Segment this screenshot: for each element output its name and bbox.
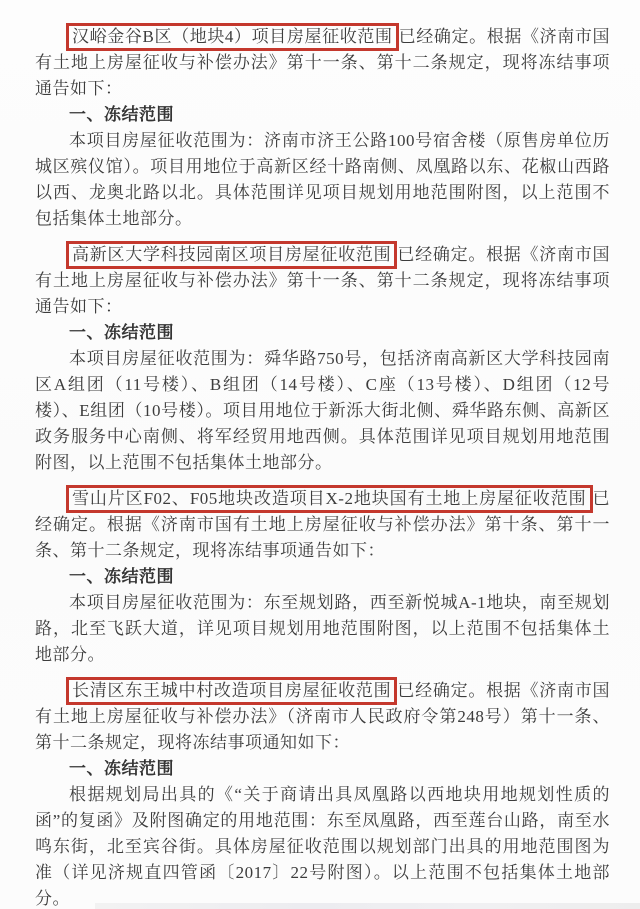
notice-section-hi-tech-university-park	[35, 242, 610, 476]
freeze-scope-heading: 一、冻结范围	[69, 567, 174, 586]
highlighted-expropriation-scope: 汉峪金谷B区（地块4）项目房屋征收范围	[66, 23, 399, 51]
highlighted-expropriation-scope: 长清区东王城中村改造项目房屋征收范围	[66, 677, 397, 705]
notice-section-hanyu-jingu	[35, 24, 610, 232]
section-intro	[35, 24, 610, 102]
notice-section-xueshan-area	[35, 486, 610, 668]
intro-text: 已经确定。根据《济南市国有土地上房屋征收与补偿办法》（济南市人民政府令第248号）第十一条、第十二条规定，现将冻结事项通知如下：	[35, 681, 611, 752]
freeze-scope-heading: 一、冻结范围	[69, 323, 174, 342]
intro-text: 已经确定。根据《济南市国有土地上房屋征收与补偿办法》第十一条、第十二条规定，现将冻结事项通告如下：	[35, 245, 611, 316]
intro-text: 已经确定。根据《济南市国有土地上房屋征收与补偿办法》第十一条、第十二条规定，现将冻结事项通告如下：	[35, 27, 610, 98]
section-intro	[35, 678, 610, 756]
section-intro	[35, 242, 610, 320]
freeze-scope-heading: 一、冻结范围	[69, 759, 174, 778]
section-intro	[35, 486, 610, 564]
section-body: 本项目房屋征收范围为：舜华路750号，包括济南高新区大学科技园南区A组团（11号楼）、B组团（14号楼）、C座（13号楼）、D组团（12号楼）、E组团（10号楼）。项目用地位于新泺大街北侧、舜华路东侧、高新区政务服务中心南侧、将军经贸用地西侧。具体范围详见项目规划用地范围附图，以上范围不包括集体土地部分。	[35, 349, 610, 472]
freeze-scope-heading: 一、冻结范围	[69, 105, 174, 124]
highlighted-expropriation-scope: 高新区大学科技园南区项目房屋征收范围	[66, 241, 397, 269]
section-body: 本项目房屋征收范围为：东至规划路，西至新悦城A-1地块，南至规划路，北至飞跃大道，详见项目规划用地范围附图，以上范围不包括集体土地部分。	[35, 593, 610, 664]
notice-section-changqing-dongwang	[35, 678, 610, 909]
highlighted-expropriation-scope: 雪山片区F02、F05地块改造项目X-2地块国有土地上房屋征收范围	[66, 485, 593, 513]
section-body: 本项目房屋征收范围为：济南市济王公路100号宿舍楼（原售房单位历城区殡仪馆）。项目用地位于高新区经十路南侧、凤凰路以东、花椒山西路以西、龙奥北路以北。具体范围详见项目规划用地范围附图，以上范围不包括集体土地部分。	[35, 131, 610, 228]
scan-edge-artifact	[95, 903, 640, 909]
section-body: 根据规划局出具的《“关于商请出具凤凰路以西地块用地规划性质的函”的复函》及附图确定的用地范围：东至凤凰路，西至莲台山路，南至水鸣东街，北至宾谷街。具体房屋征收范围以规划部门出具的用地范围图为准（详见济规直四管函〔2017〕22号附图）。以上范围不包括集体土地部分。	[35, 785, 610, 908]
intro-text: 已经确定。根据《济南市国有土地上房屋征收与补偿办法》第十条、第十一条、第十二条规定，现将冻结事项通告如下：	[35, 489, 610, 560]
